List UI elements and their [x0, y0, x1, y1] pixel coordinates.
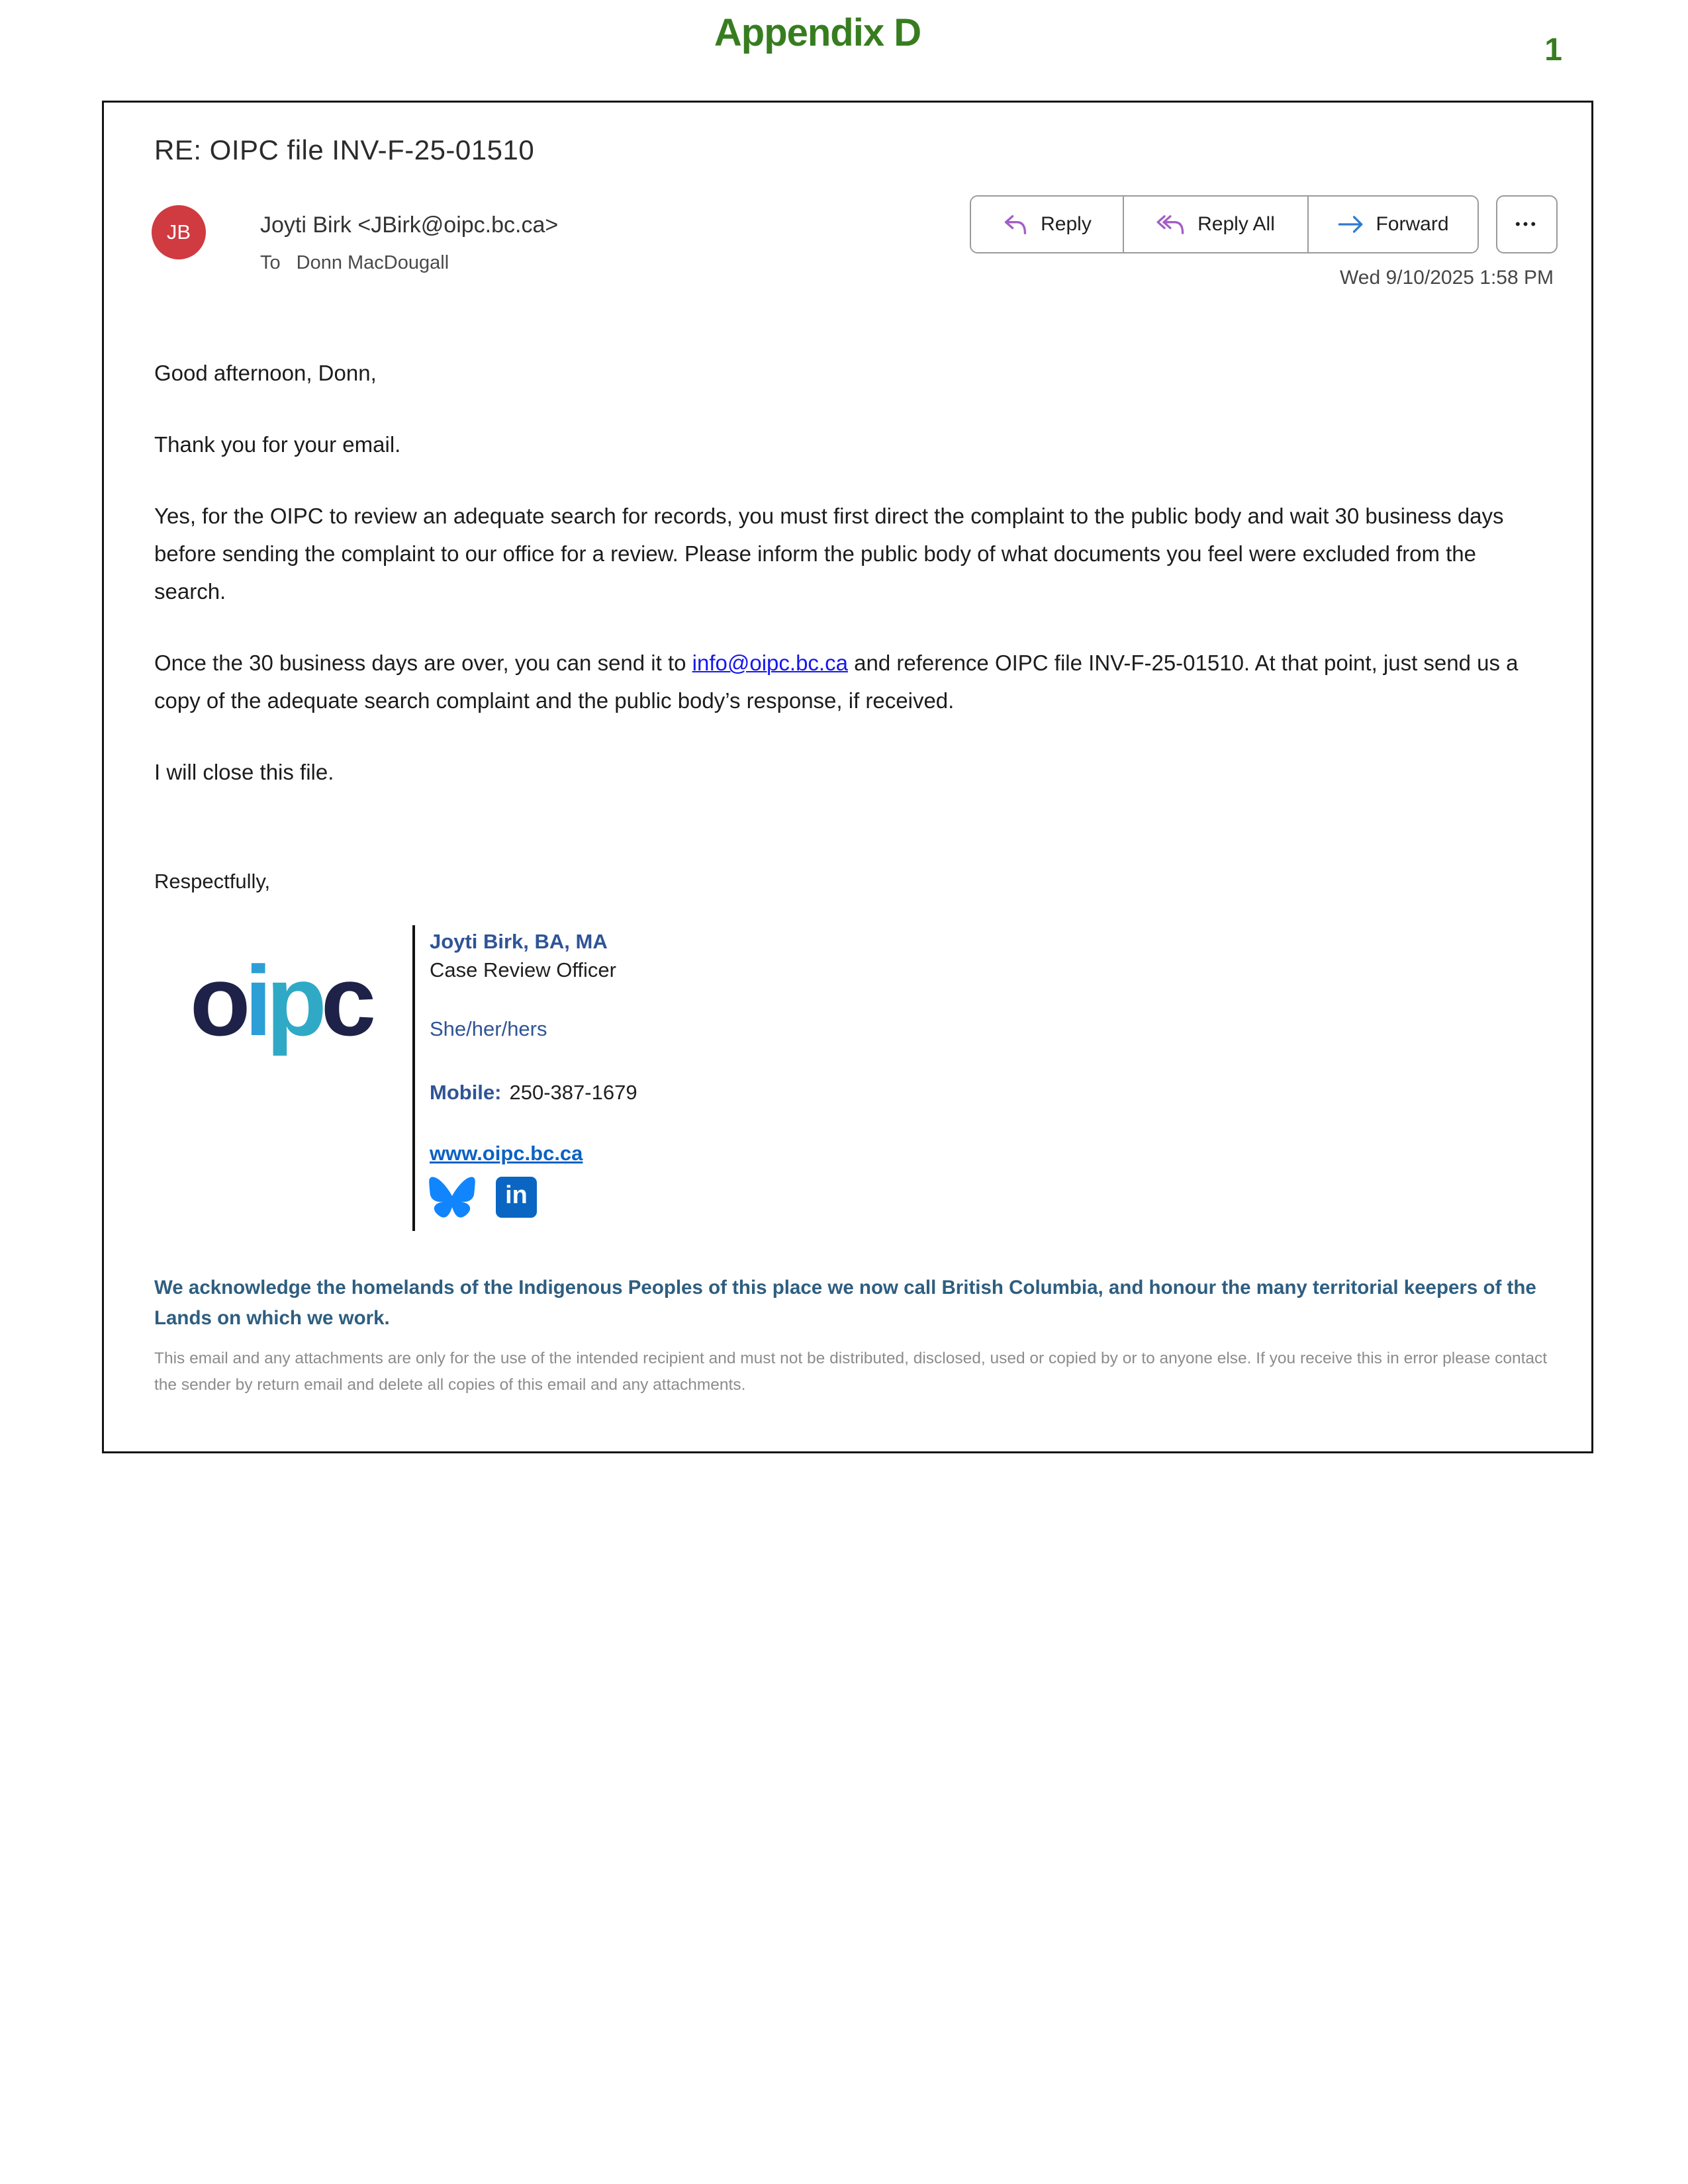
reply-all-icon	[1156, 212, 1186, 236]
signature-pronouns: She/her/hers	[430, 1017, 547, 1040]
sender-name: Joyti Birk <JBirk@oipc.bc.ca>	[260, 212, 559, 238]
page-title: Appendix D	[714, 11, 921, 54]
linkedin-label: in	[505, 1181, 528, 1209]
mobile-label: Mobile:	[430, 1081, 502, 1104]
sender-avatar[interactable]	[152, 205, 206, 259]
reply-button-label: Reply	[1041, 213, 1092, 235]
confidentiality-disclaimer: This email and any attachments are only for the use of the intended recipient and must not be distributed, disclosed, used or copied by or to anyone else. If you receive this in error please contact the sender by return email and delete all copies of this email and any attachments.	[154, 1349, 1548, 1394]
body-thanks: Thank you for your email.	[154, 432, 401, 457]
more-actions-button[interactable]	[1496, 195, 1558, 253]
more-actions-icon: •••	[1515, 216, 1539, 232]
body-signoff: Respectfully,	[154, 870, 271, 893]
reply-all-button[interactable]	[1123, 197, 1307, 252]
body-close-line: I will close this file.	[154, 760, 334, 784]
recipient-name: Donn MacDougall	[296, 252, 449, 273]
reply-all-button-label: Reply All	[1197, 213, 1275, 235]
bluesky-icon[interactable]	[428, 1176, 476, 1218]
signature-name: Joyti Birk, BA, MA	[430, 930, 608, 953]
signature-social-icons	[428, 1176, 537, 1218]
message-action-bar	[970, 195, 1479, 253]
sender-initials: JB	[166, 220, 191, 244]
linkedin-icon[interactable]	[496, 1177, 537, 1218]
info-email-link[interactable]: info@oipc.bc.ca	[692, 651, 848, 675]
reply-icon	[1002, 212, 1029, 236]
forward-icon	[1337, 214, 1364, 234]
forward-button[interactable]	[1307, 197, 1477, 252]
recipient-line	[260, 252, 449, 274]
body-send-paragraph	[154, 644, 1523, 719]
logo-letter-i: i	[244, 945, 267, 1056]
to-label: To	[260, 252, 281, 273]
oipc-logo	[167, 945, 393, 1056]
signature-divider	[412, 925, 415, 1231]
logo-letter-p: p	[266, 945, 321, 1056]
signature-mobile	[430, 1081, 637, 1105]
message-body	[154, 354, 1523, 934]
email-subject: RE: OIPC file INV-F-25-01510	[154, 134, 535, 165]
email-message-frame	[102, 101, 1593, 1453]
forward-button-label: Forward	[1376, 213, 1449, 235]
body-review-paragraph: Yes, for the OIPC to review an adequate search for records, you must first direct the complaint to the public body and wait 30 business days before sending the complaint to our office for a review. Please inform the public body of what documents you feel were excluded from the search.	[154, 504, 1504, 604]
mobile-number: 250-387-1679	[509, 1081, 637, 1104]
website-link[interactable]: www.oipc.bc.ca	[430, 1142, 583, 1165]
body-greeting: Good afternoon, Donn,	[154, 361, 377, 385]
land-acknowledgment: We acknowledge the homelands of the Indigenous Peoples of this place we now call British Columbia, and honour the many territorial keepers of the Lands on which we work.	[154, 1277, 1536, 1329]
logo-letter-o: o	[189, 945, 245, 1056]
reply-button[interactable]	[971, 197, 1123, 252]
body-send-post: and reference OIPC file INV-F-25-01510. At that point, just send us a copy of the adequate search complaint and the public body’s response, if received.	[154, 651, 1519, 713]
logo-letter-c: c	[320, 945, 371, 1056]
page-number: 1	[1544, 32, 1562, 68]
body-send-pre: Once the 30 business days are over, you can send it to	[154, 651, 692, 675]
message-timestamp: Wed 9/10/2025 1:58 PM	[1340, 267, 1554, 289]
signature-job-title: Case Review Officer	[430, 958, 616, 981]
